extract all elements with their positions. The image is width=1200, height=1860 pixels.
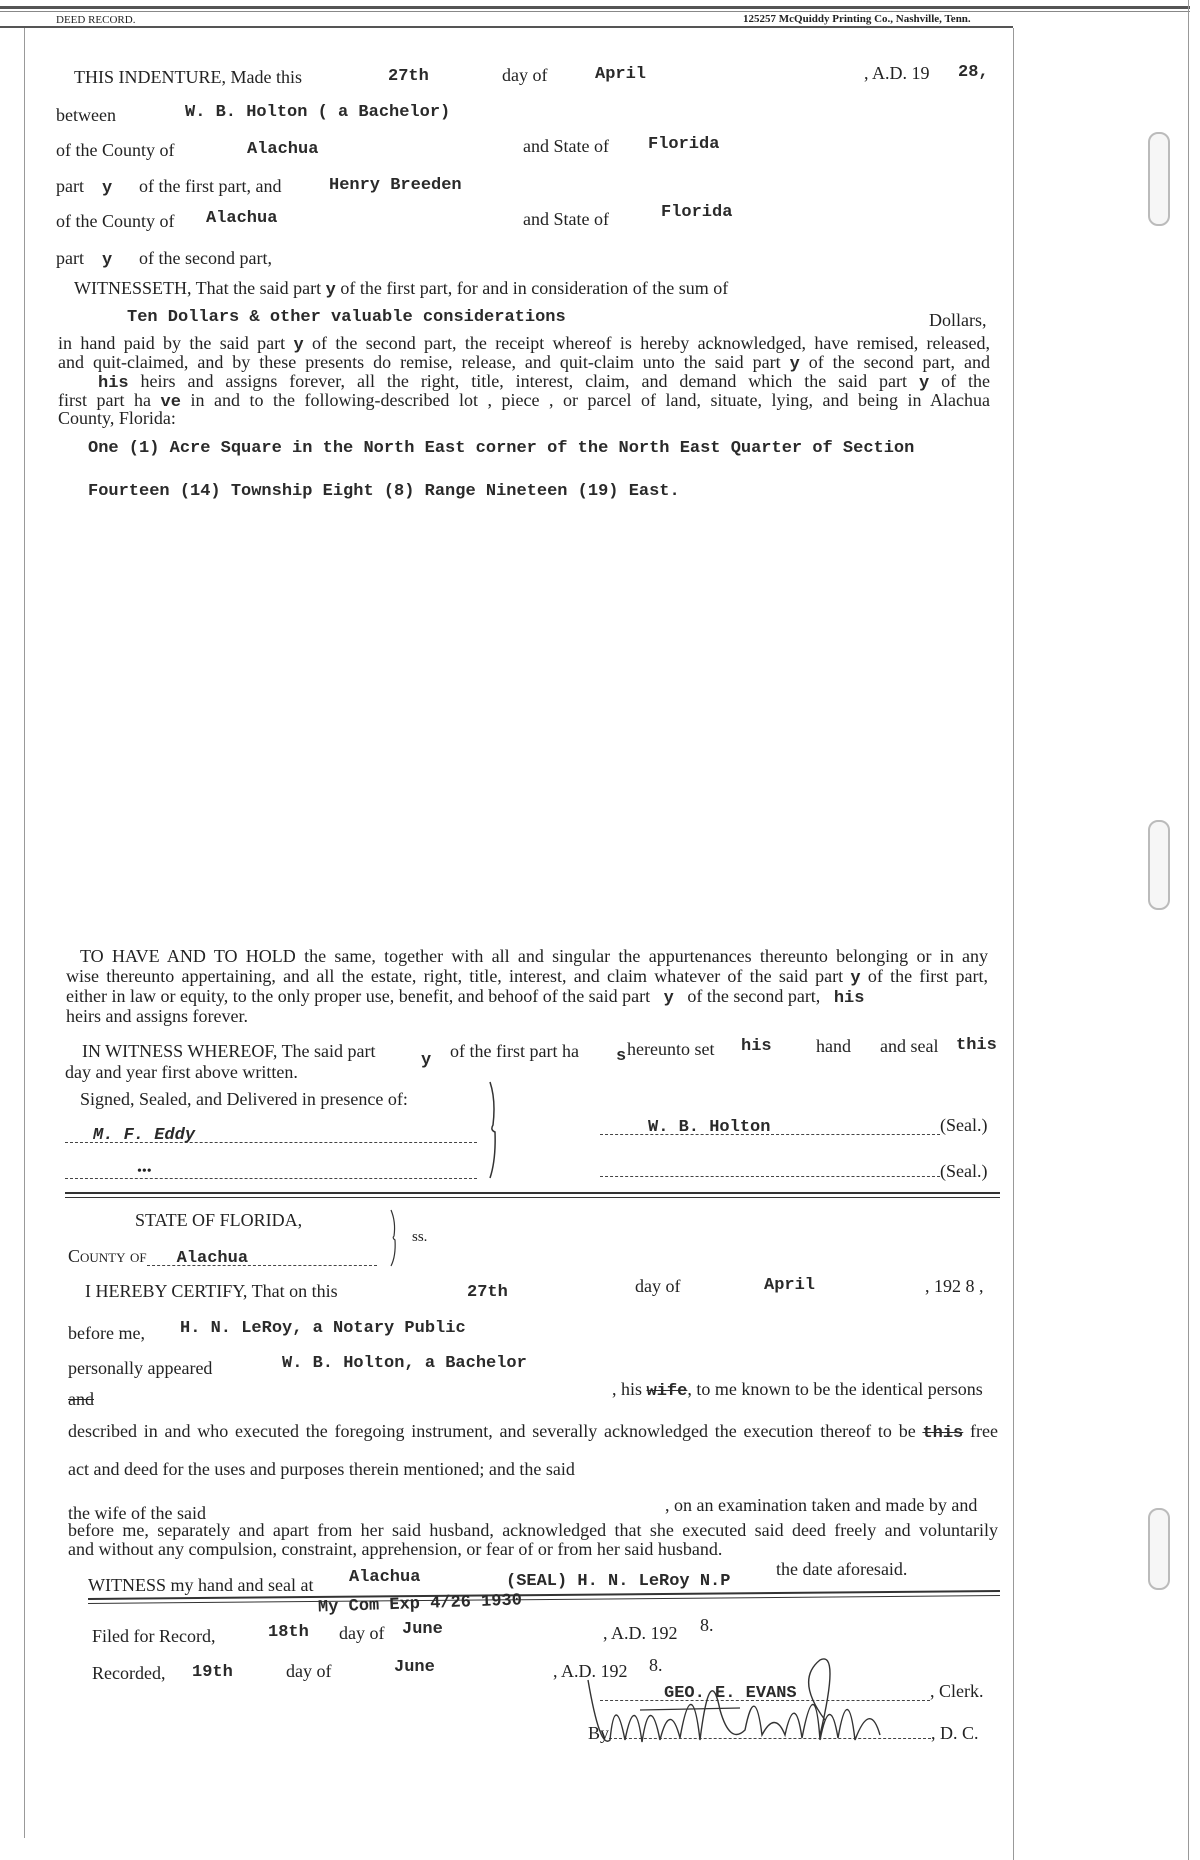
made-this-label: THIS INDENTURE, Made this: [74, 67, 302, 87]
commission-expiry: My Com Exp 4/26 1930: [317, 1591, 523, 1618]
clause-text: of the second part, and: [808, 352, 990, 372]
clause-text: either in law or equity, to the only proper use, benefit, and behoof of the said part: [66, 986, 651, 1006]
appeared-label: personally appeared: [68, 1358, 213, 1378]
binder-hole: [1148, 132, 1170, 226]
grantor-signature-line: [600, 1114, 987, 1136]
certify-text: I HEREBY CERTIFY, That on this: [85, 1281, 338, 1301]
left-page-border: [24, 28, 25, 1838]
printer-imprint: 125257 McQuiddy Printing Co., Nashville, Tenn.: [743, 13, 971, 25]
witnesseth-text: WITNESSETH, That the said part: [74, 278, 322, 298]
recorded-day: 19th: [192, 1663, 233, 1682]
party-suffix: y: [102, 251, 113, 270]
and-label: [68, 1388, 94, 1410]
ss-label: ss.: [412, 1229, 428, 1245]
recorded-month: June: [394, 1658, 435, 1677]
ack-year: , 192 8 ,: [925, 1276, 984, 1296]
day-of-label: day of: [635, 1276, 681, 1296]
grantor-county: Alachua: [247, 140, 319, 159]
signer-name: W. B. Holton: [648, 1118, 771, 1137]
deputy-clerk-signature: [580, 1650, 910, 1760]
witness-signature-line: [65, 1158, 477, 1180]
second-part-label: of the second part,: [139, 248, 272, 268]
section-double-rule: [65, 1197, 1000, 1198]
dc-label: , D. C.: [931, 1723, 979, 1743]
testimonium-text: of the first part ha: [450, 1041, 579, 1061]
struck-text: wife: [646, 1382, 688, 1401]
appeared-person: W. B. Holton, a Bachelor: [282, 1354, 527, 1373]
act-deed-line: act and deed for the uses and purposes therein mentioned; and the said: [68, 1459, 575, 1479]
second-signature-line: [600, 1156, 987, 1182]
party-suffix: y: [850, 969, 861, 988]
dollars-label: Dollars,: [929, 310, 987, 330]
verb-suffix: s: [616, 1047, 627, 1066]
outer-edge-line: [1188, 0, 1189, 1860]
by-label: By: [588, 1723, 610, 1743]
county-label: of the County of: [56, 211, 175, 231]
binder-hole: [1148, 1508, 1170, 1590]
state-label: and State of: [523, 209, 609, 229]
clause-text: wise thereunto appertaining, and all the estate, right, title, interest, and claim whatever of the said part: [66, 966, 844, 986]
header-rule-mid: [0, 11, 1190, 12]
part-label: part: [56, 176, 84, 196]
clause-text: of the: [941, 371, 991, 391]
verb-suffix: ve: [160, 393, 181, 412]
struck-text: this: [922, 1424, 964, 1443]
clause-text: first part ha: [58, 390, 151, 410]
legal-description-line-1: One (1) Acre Square in the North East corner of the North East Quarter of Section: [88, 439, 915, 458]
witness-name: M. F. Eddy: [93, 1126, 196, 1145]
day-of-label: day of: [286, 1661, 332, 1681]
ad-label: , A.D. 192: [553, 1661, 628, 1681]
clause-text: in and to the following-described lot , piece , or parcel of land, situate, lying, and being in Alachua: [190, 390, 991, 410]
ack-day: 27th: [467, 1283, 508, 1302]
filed-year: 8.: [700, 1615, 714, 1635]
party-suffix: y: [293, 336, 304, 355]
deed-month: April: [595, 65, 647, 84]
clause-text: and quit-claimed, and by these presents do remise, release, and quit-claim unto the said part: [58, 352, 781, 372]
pronoun-typed: his: [741, 1037, 772, 1056]
binder-hole: [1148, 820, 1170, 910]
county-florida-label: County, Florida:: [58, 408, 176, 428]
witness-hand-label: WITNESS my hand and seal at: [88, 1575, 314, 1595]
clause-text: of the first part,: [867, 966, 989, 986]
party-suffix: y: [789, 355, 800, 374]
habendum-line: TO HAVE AND TO HOLD the same, together with all and singular the appurtenances thereunto belonging or in any: [80, 946, 988, 966]
between-label: between: [56, 105, 116, 125]
clause-text: in hand paid by the said part: [58, 333, 286, 353]
legal-description-line-2: Fourteen (14) Township Eight (8) Range Nineteen (19) East.: [88, 482, 680, 501]
grantor-state: Florida: [648, 135, 720, 154]
party-suffix: y: [421, 1051, 432, 1070]
deed-day: 27th: [388, 67, 429, 86]
separately-line: before me, separately and apart from her said husband, acknowledged that she executed said deed freely and voluntarily: [68, 1520, 998, 1540]
ack-county: Alachua: [176, 1249, 249, 1268]
deed-record-label: DEED RECORD.: [56, 14, 136, 26]
header-rule-bottom: [0, 26, 1013, 28]
deed-year: 28,: [958, 63, 989, 82]
witness-mark: •••: [137, 1164, 152, 1179]
county-label: County of: [68, 1246, 147, 1266]
described-line: [68, 1421, 998, 1444]
filed-month: June: [402, 1620, 443, 1639]
party-suffix: y: [663, 989, 674, 1008]
notary-signature: (SEAL) H. N. LeRoy N.P: [506, 1572, 731, 1591]
clause-text: , his: [612, 1379, 643, 1399]
party-suffix: y: [918, 374, 930, 393]
clause-text: free: [970, 1421, 998, 1441]
recorded-label: Recorded,: [92, 1663, 166, 1683]
date-aforesaid-label: the date aforesaid.: [776, 1559, 908, 1579]
consideration-amount: Ten Dollars & other valuable considerations: [127, 308, 566, 327]
filed-label: Filed for Record,: [92, 1626, 216, 1646]
identical-persons-line: [612, 1378, 983, 1403]
testimonium-text: hereunto set: [627, 1039, 715, 1059]
examination-text: , on an examination taken and made by and: [665, 1495, 978, 1515]
seal-label: and seal: [880, 1036, 939, 1056]
party-suffix: y: [102, 179, 113, 198]
county-label: of the County of: [56, 140, 175, 160]
seal-marker: (Seal.): [940, 1115, 988, 1135]
notary-name: H. N. LeRoy, a Notary Public: [180, 1319, 466, 1338]
recorded-year: 8.: [649, 1655, 663, 1675]
right-margin-line: [1013, 28, 1014, 1860]
filed-day: 18th: [268, 1623, 309, 1642]
without-line: and without any compulsion, constraint, apprehension, or fear of or from her said husband.: [68, 1539, 723, 1559]
seal-marker: (Seal.): [940, 1161, 988, 1181]
party-suffix: y: [325, 281, 336, 300]
grantee-county: Alachua: [206, 209, 278, 228]
witnesseth-text: of the first part, for and in consideration of the sum of: [340, 278, 729, 298]
clause-text: , to me known to be the identical persons: [687, 1379, 983, 1399]
clause-text: of the second part,: [687, 986, 821, 1006]
ack-month: April: [764, 1276, 816, 1295]
part-label: part: [56, 248, 84, 268]
habendum-line: heirs and assigns forever.: [66, 1006, 248, 1026]
clerk-name: GEO. E. EVANS: [664, 1684, 797, 1703]
brace-bracket: [486, 1080, 502, 1180]
witness-place: Alachua: [349, 1568, 421, 1587]
signed-sealed-label: Signed, Sealed, and Delivered in presence of:: [80, 1089, 408, 1109]
day-of-label: day of: [502, 65, 548, 85]
pronoun-typed: his: [833, 989, 865, 1008]
county-of-line: [68, 1245, 377, 1267]
clause-text: of the second part, the receipt whereof is hereby acknowledged, have remised, released,: [312, 333, 991, 353]
section-double-rule: [65, 1192, 1000, 1194]
pronoun-typed: his: [98, 374, 129, 393]
before-me-label: before me,: [68, 1323, 145, 1343]
header-rule-top: [0, 6, 1190, 9]
ad-label: , A.D. 192: [603, 1623, 678, 1643]
ad-label: , A.D. 19: [864, 63, 930, 83]
grantor-name: W. B. Holton ( a Bachelor): [185, 103, 451, 122]
granting-clause-line: [58, 390, 990, 413]
state-heading: STATE OF FLORIDA,: [135, 1210, 303, 1230]
first-part-label: of the first part, and: [139, 176, 282, 196]
hand-label: hand: [816, 1036, 851, 1056]
day-of-label: day of: [339, 1623, 385, 1643]
struck-text: and: [68, 1389, 94, 1409]
clause-text: heirs and assigns forever, all the right, title, interest, claim, and demand which the said part: [140, 371, 908, 391]
grantee-name: Henry Breeden: [329, 176, 462, 195]
clerk-label: , Clerk.: [930, 1681, 984, 1701]
grantee-state: Florida: [661, 203, 733, 222]
this-typed: this: [956, 1036, 997, 1055]
brace-bracket: [388, 1208, 402, 1268]
testimonium-text: IN WITNESS WHEREOF, The said part: [82, 1041, 376, 1061]
witness-signature-line: [65, 1122, 477, 1144]
wife-of-label: the wife of the said: [68, 1503, 206, 1523]
state-label: and State of: [523, 136, 609, 156]
testimonium-text: day and year first above written.: [65, 1062, 298, 1082]
clause-text: described in and who executed the foregoing instrument, and severally acknowledged the execution thereof to be: [68, 1421, 916, 1441]
witnesseth-line: [74, 277, 728, 302]
